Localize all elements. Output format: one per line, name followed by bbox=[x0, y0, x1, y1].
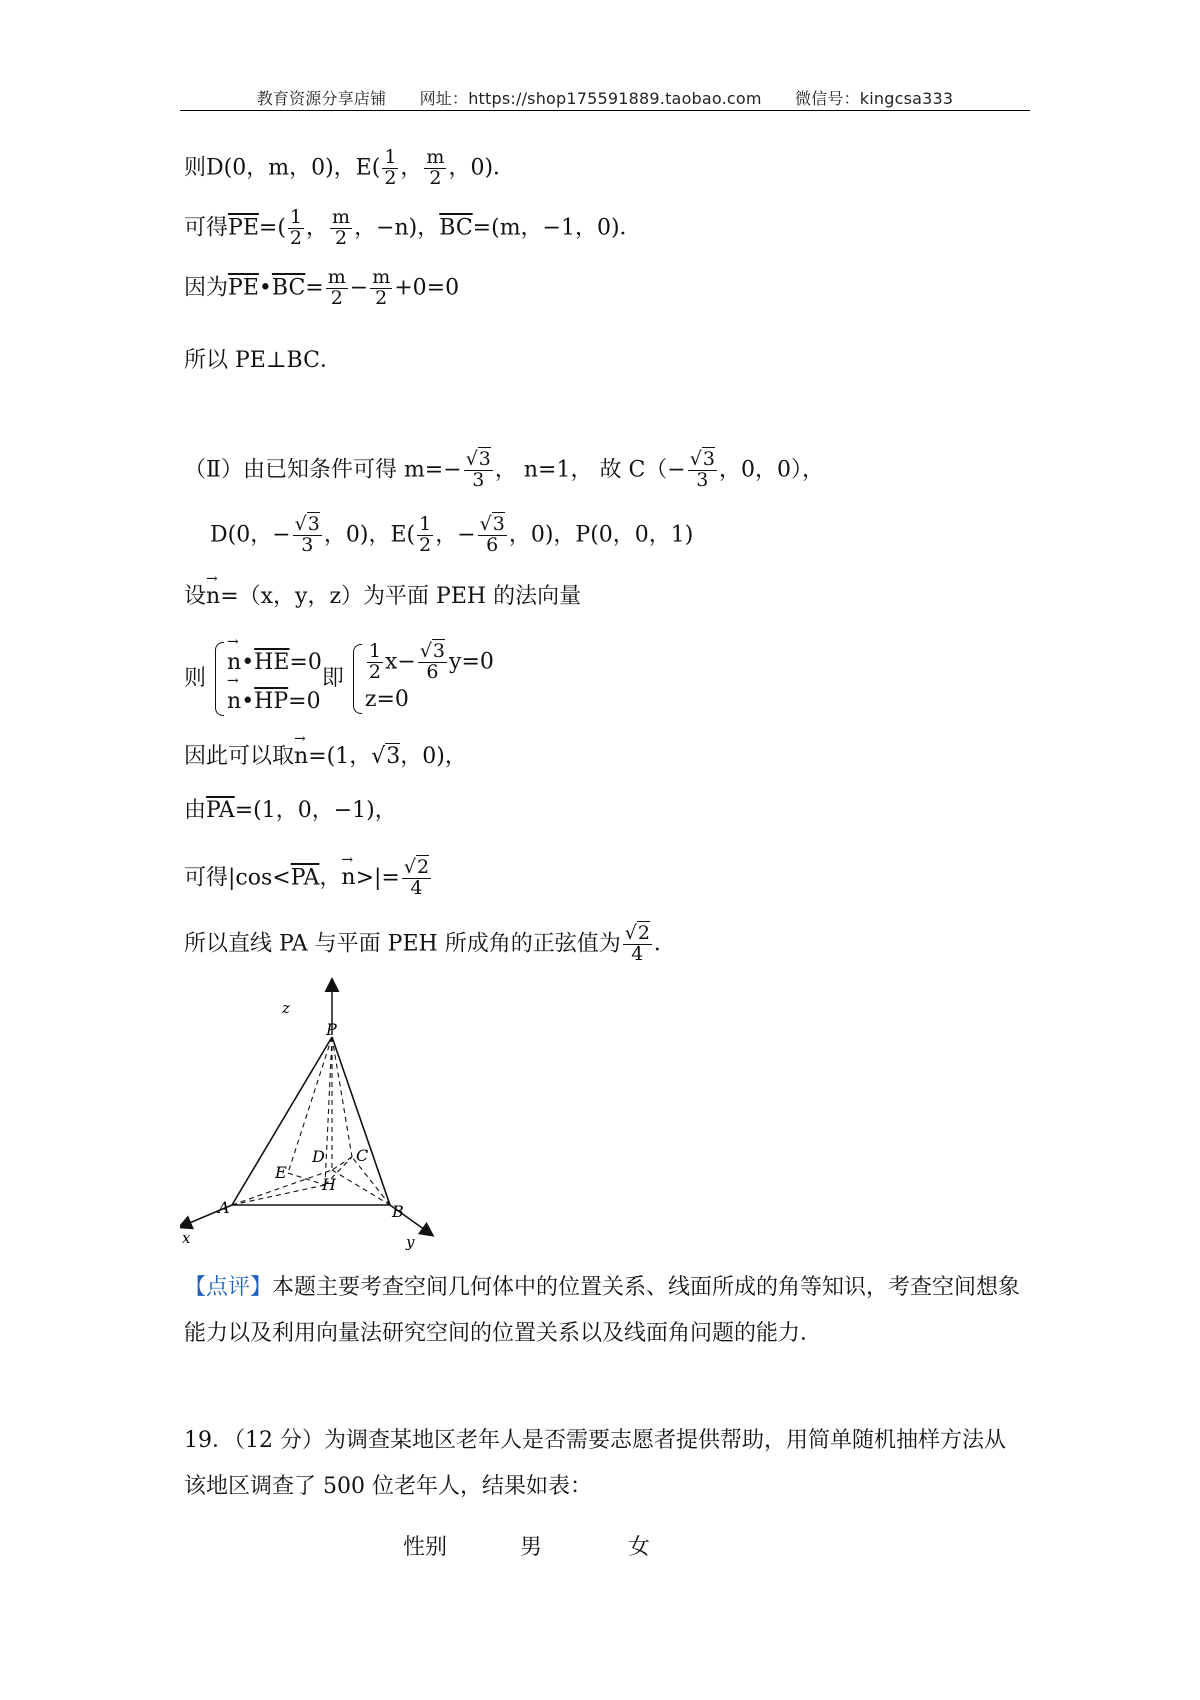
pyramid-figure bbox=[180, 975, 460, 1255]
edge-PB bbox=[332, 1037, 390, 1205]
solution-line-10: 由$\overline{PA}=(1$，0，−1)， bbox=[184, 798, 397, 823]
label-D: D bbox=[312, 1147, 325, 1166]
review-tag: 【点评】 bbox=[184, 1275, 273, 1300]
solution-line-2: 可得$\overline{PE}=$( $\frac{1}{2}$ ， $\frac{m}{2}$ ，−n)，$\overline{BC}=(m$，−1，0)． bbox=[184, 206, 642, 249]
solution-line-5: （Ⅱ）由已知条件可得 m=− $\frac{√3}{3}$ ， n=1， 故 C（− $\frac{√3}{3}$ ，0，0）， bbox=[184, 448, 824, 491]
solution-line-1: 则D(0，m，0)，E( $\frac{1}{2}$ ， $\frac{m}{2}$ ，0)． bbox=[184, 146, 516, 189]
table-header-female: 女 bbox=[628, 1535, 651, 1560]
label-B: B bbox=[392, 1202, 404, 1221]
review-text: 本题主要考查空间几何体中的位置关系、线面所成的角等知识，考查空间想象能力以及利用向量法研究空间的位置关系以及线面角问题的能力． bbox=[184, 1275, 1021, 1346]
solution-line-3: 因为$\overline{PE}•\overline{BC}=$ $\frac{m}{2}$ − $\frac{m}{2}$ +0=0 bbox=[184, 266, 460, 309]
header-wechat: 微信号：kingcsa333 bbox=[794, 89, 954, 108]
label-C: C bbox=[356, 1146, 369, 1165]
label-P: P bbox=[326, 1020, 337, 1039]
label-x: x bbox=[182, 1229, 191, 1247]
solution-line-8: 则 → $n•\overline{HE}=0$ → $n•\overline{HP}=0$ 即 $\frac{1}{2}$ x− $\frac{√3}{6}$ y=0 z=0 bbox=[184, 640, 494, 718]
header-url[interactable]: 网址：https://shop175591889.taobao.com bbox=[419, 89, 762, 108]
solution-line-4: 所以 PE⊥BC． bbox=[184, 348, 342, 373]
label-E: E bbox=[275, 1163, 287, 1182]
solution-line-11: 可得$|\cos<\overline{PA}$，→ n>|= $\frac{√2}{4}$ bbox=[184, 858, 433, 899]
page-header bbox=[180, 86, 1030, 109]
header-shop: 教育资源分享店铺 bbox=[256, 89, 387, 108]
header-rule bbox=[180, 110, 1030, 111]
solution-line-12: 所以直线 PA 与平面 PEH 所成角的正弦值为 $\frac{√2}{4}$ ． bbox=[184, 922, 676, 965]
review-block bbox=[184, 1265, 1024, 1357]
label-A: A bbox=[218, 1198, 230, 1217]
label-H: H bbox=[322, 1175, 336, 1194]
table-header-male: 男 bbox=[520, 1535, 543, 1560]
solution-line-6: D(0，− $\frac{√3}{3}$ ，0)，E( $\frac{1}{2}$ ，− $\frac{√3}{6}$ ，0)，P(0，0，1) bbox=[210, 513, 694, 556]
solution-line-7: 设→ n=（x，y，z）为平面 PEH 的法向量 bbox=[184, 580, 581, 608]
table-header-gender: 性别 bbox=[403, 1535, 448, 1560]
solution-line-9: 因此可以取→ n=(1，√3，0)， bbox=[184, 740, 467, 768]
equation-system-1: → $n•\overline{HE}=0$ → $n•\overline{HP}=0$ bbox=[213, 640, 322, 718]
hidden-edges bbox=[232, 1037, 390, 1205]
label-z: z bbox=[282, 999, 290, 1017]
label-y: y bbox=[406, 1233, 415, 1251]
equation-system-2: $\frac{1}{2}$ x− $\frac{√3}{6}$ y=0 z=0 bbox=[351, 642, 494, 716]
question-19: 19．（12 分）为调查某地区老年人是否需要志愿者提供帮助，用简单随机抽样方法从该地区调查了 500 位老年人，结果如表： bbox=[184, 1428, 1006, 1499]
